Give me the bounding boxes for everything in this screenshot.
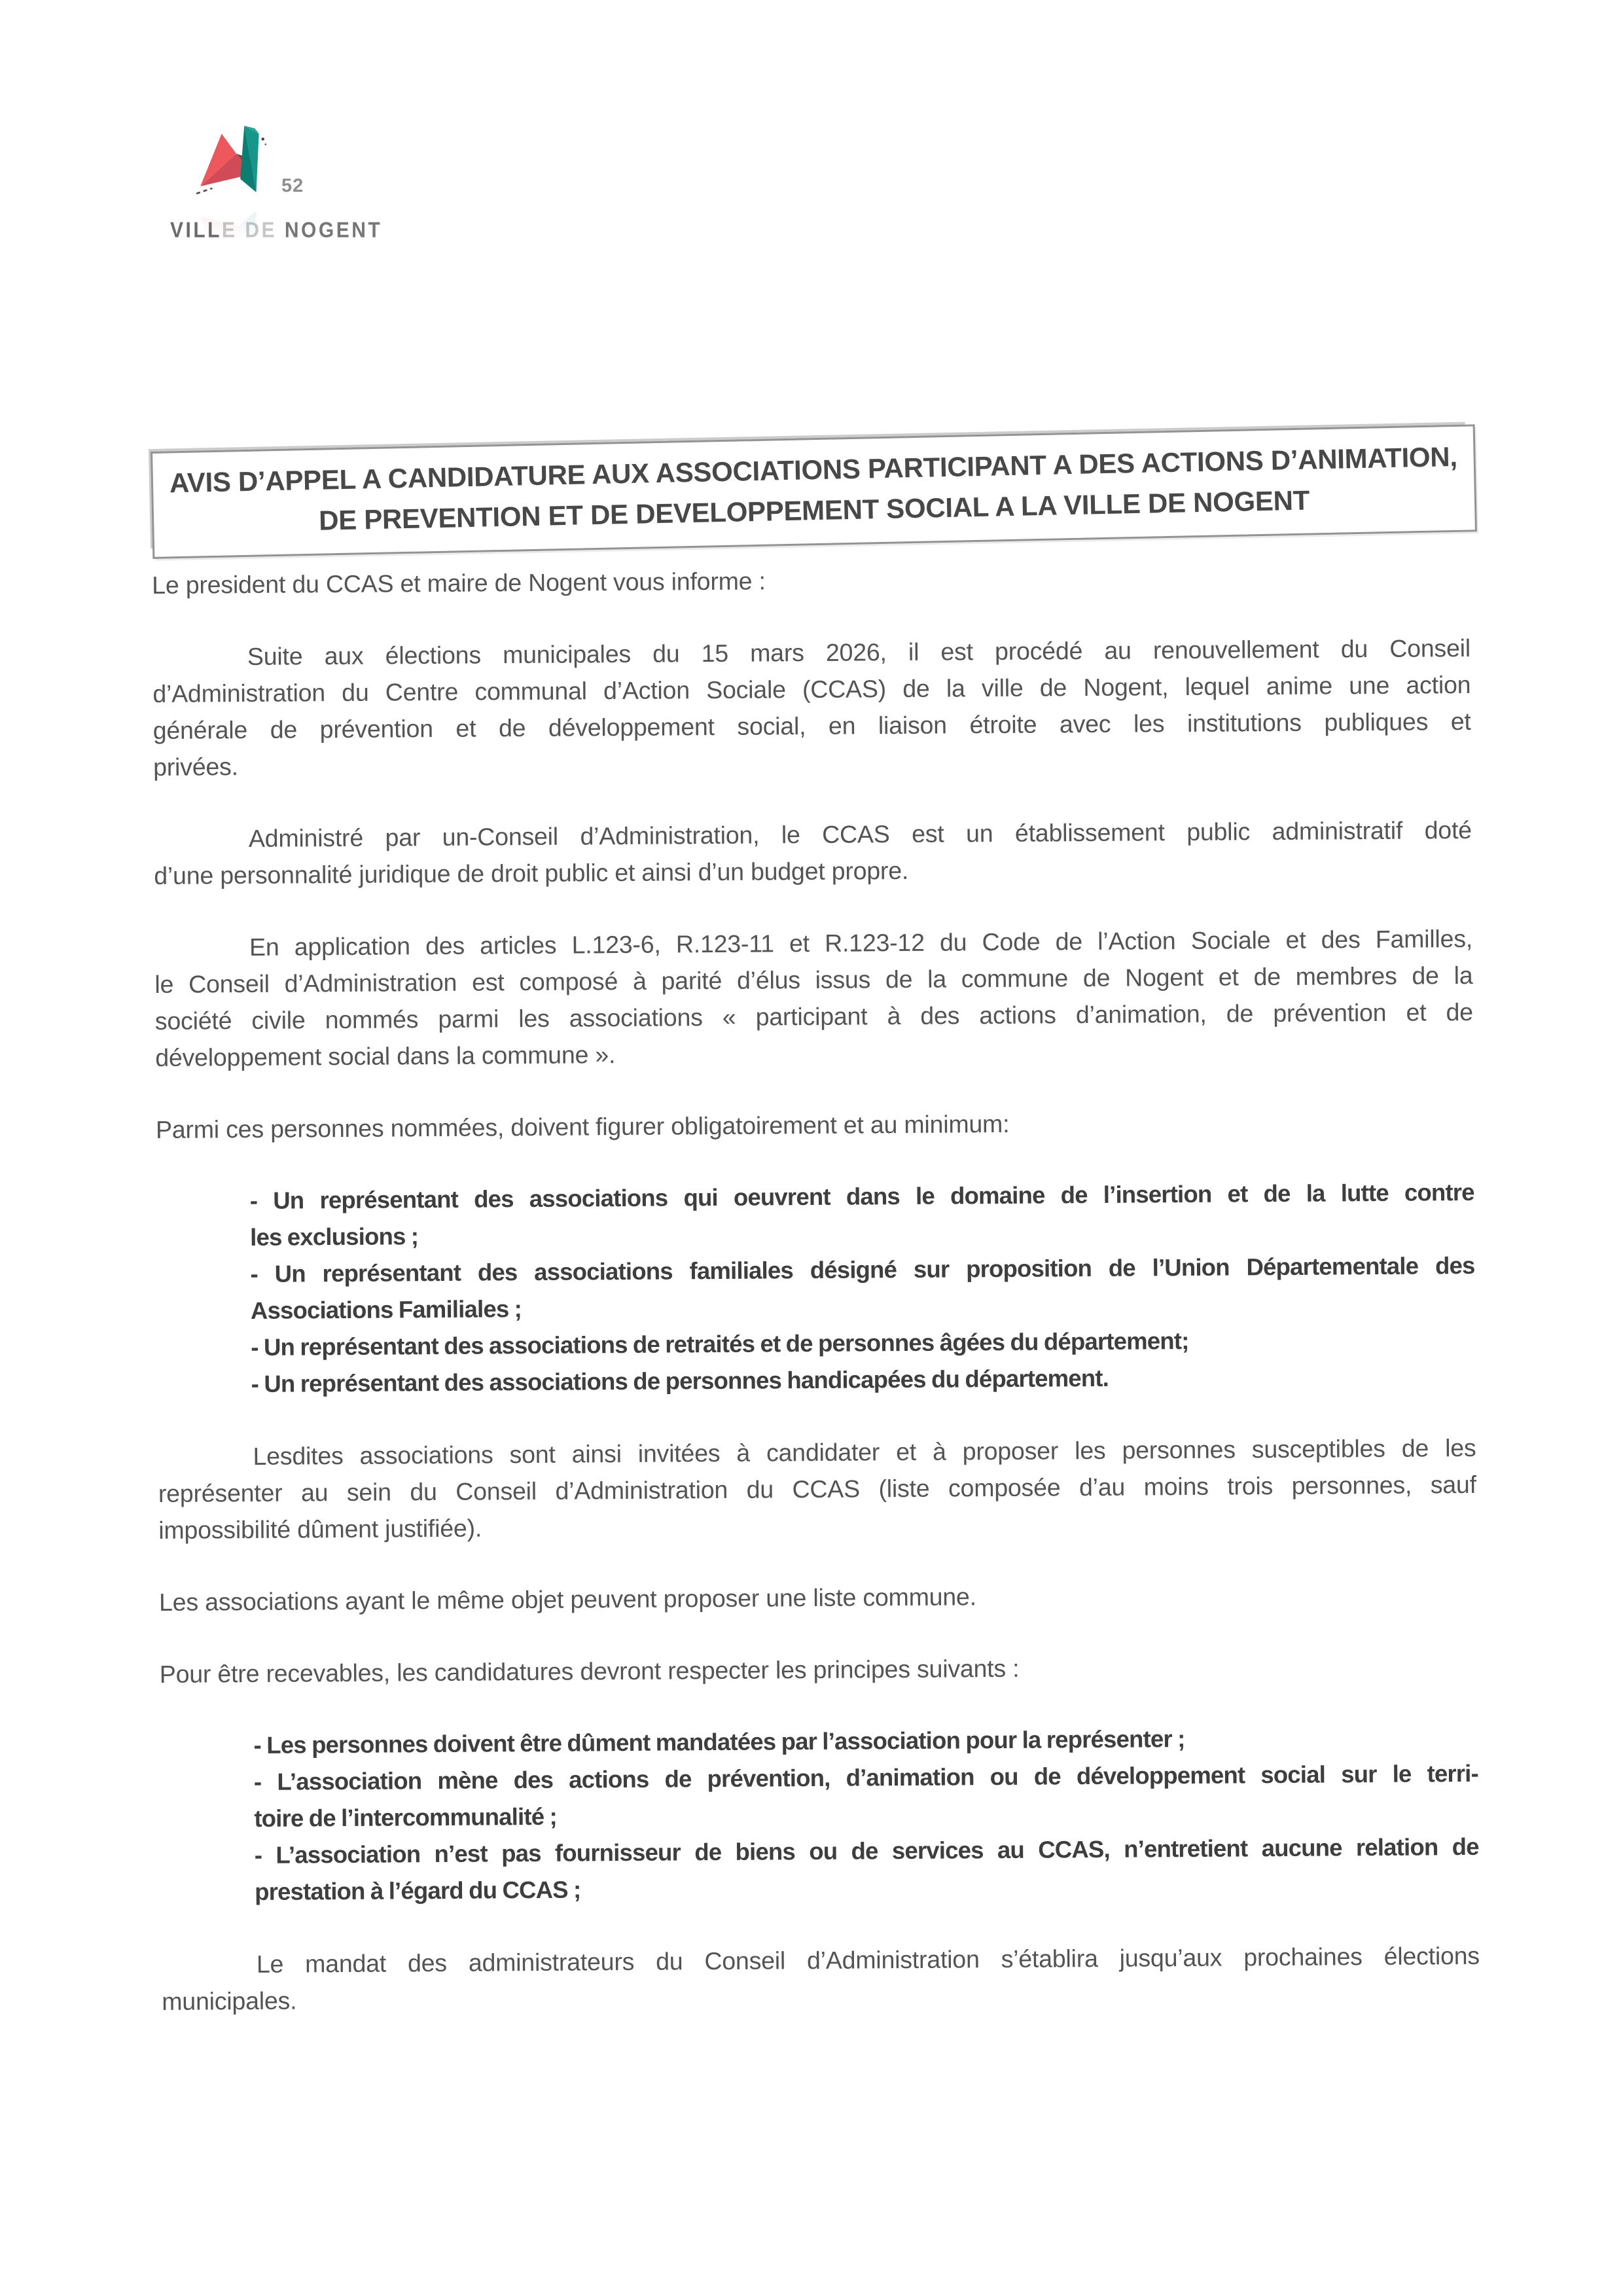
text-line: En application des articles L.123-6, R.123-11 et R.123-12 du Code de l’Action Sociale et des Familles, — [249, 924, 1473, 961]
text-line: - L’association n’est pas fournisseur de biens ou de services au CCAS, n’entretient aucune relation de — [254, 1833, 1479, 1869]
title-box — [151, 424, 1477, 559]
text-line: générale de prévention et de développement social, en liaison étroite avec les institutions publiques et — [152, 707, 1471, 744]
ville-de-nogent-logo — [169, 113, 383, 263]
text-line: Le president du CCAS et maire de Nogent vous informe : — [152, 567, 766, 599]
text-line: Lesdites associations sont ainsi invitées à candidater et à proposer les personnes susceptibles de les — [253, 1433, 1476, 1470]
paragraph-administre — [154, 812, 1472, 894]
origami-n-icon — [195, 122, 275, 202]
text-line: prestation à l’égard du CCAS ; — [254, 1876, 581, 1905]
bullet-list-principes — [253, 1719, 1479, 1910]
text-line: représenter au sein du Conseil d’Administration du CCAS (liste composée d’au moins trois personnes, sauf — [158, 1470, 1476, 1507]
paragraph-liste-commune — [159, 1575, 1477, 1621]
text-line: - Les personnes doivent être dûment mandatées par l’association pour la représenter ; — [253, 1725, 1185, 1759]
text-line: Les associations ayant le même objet peuvent proposer une liste commune. — [158, 1583, 976, 1616]
text-line: toire de l’intercommunalité ; — [254, 1803, 558, 1832]
text-line: Administré par un-Conseil d’Administration, le CCAS est un établissement public administratif doté — [248, 816, 1472, 852]
body-paragraphs — [152, 558, 1480, 2055]
logo-caption-part: E DE — [222, 219, 285, 243]
text-line: d’Administration du Centre communal d’Action Sociale (CCAS) de la ville de Nogent, lequel anime une action — [152, 670, 1471, 708]
text-line: les exclusions ; — [250, 1223, 419, 1251]
text-line: le Conseil d’Administration est composé à parité d’élus issus de la commune de Nogent et de membres de la — [154, 961, 1473, 998]
logo-caption-part: NOGENT — [284, 219, 383, 243]
paragraph-parmi — [156, 1102, 1474, 1148]
text-line: - Un représentant des associations de retraités et de personnes âgées du département; — [251, 1327, 1189, 1361]
text-line: Associations Familiales ; — [250, 1295, 522, 1324]
text-line: - Un représentant des associations de personnes handicapées du département. — [251, 1364, 1109, 1397]
text-line: Le mandat des administrateurs du Conseil d’Administration s’établira jusqu’aux prochaines élections — [256, 1941, 1480, 1978]
paragraph-intro — [152, 558, 1470, 603]
paragraph-recevables — [160, 1647, 1478, 1693]
text-line: Pour être recevables, les candidatures devront respecter les principes suivants : — [159, 1654, 1020, 1688]
text-line: impossibilité dûment justifiée). — [158, 1514, 482, 1544]
paragraph-mandat — [162, 1937, 1480, 2020]
logo-caption-part: VILL — [170, 219, 222, 243]
text-line: développement social dans la commune ». — [155, 1041, 616, 1071]
text-line: - Un représentant des associations qui oeuvrent dans le domaine de l’insertion et de la lutte contre — [249, 1178, 1474, 1214]
paragraph-application — [154, 920, 1474, 1076]
bullet-list-representants — [250, 1174, 1476, 1403]
text-line: Parmi ces personnes nommées, doivent figurer obligatoirement et au minimum: — [155, 1109, 1010, 1143]
paragraph-elections — [152, 630, 1472, 785]
logo-caption — [170, 219, 383, 243]
text-line: Suite aux élections municipales du 15 mars 2026, il est procédé au renouvellement du Conseil — [247, 634, 1471, 670]
text-line: municipales. — [162, 1986, 297, 2015]
text-line: d’une personnalité juridique de droit public et ainsi d’un budget propre. — [154, 856, 909, 889]
text-line: privées. — [152, 753, 238, 781]
text-line: - Un représentant des associations familiales désigné sur proposition de l’Union Départementale des — [250, 1251, 1475, 1287]
paragraph-lesdites — [158, 1429, 1476, 1549]
title-line-1: AVIS D’APPEL A CANDIDATURE AUX ASSOCIATIONS PARTICIPANT A DES ACTIONS D’ANIMATION, — [169, 440, 1458, 499]
title-line-2: DE PREVENTION ET DE DEVELOPPEMENT SOCIAL A LA VILLE DE NOGENT — [318, 484, 1310, 536]
text-line: - L’association mène des actions de prévention, d’animation ou de développement social sur le terri- — [253, 1759, 1479, 1795]
text-line: société civile nommés parmi les associations « participant à des actions d’animation, de prévention et de — [154, 997, 1473, 1035]
logo-number: 52 — [281, 175, 304, 196]
